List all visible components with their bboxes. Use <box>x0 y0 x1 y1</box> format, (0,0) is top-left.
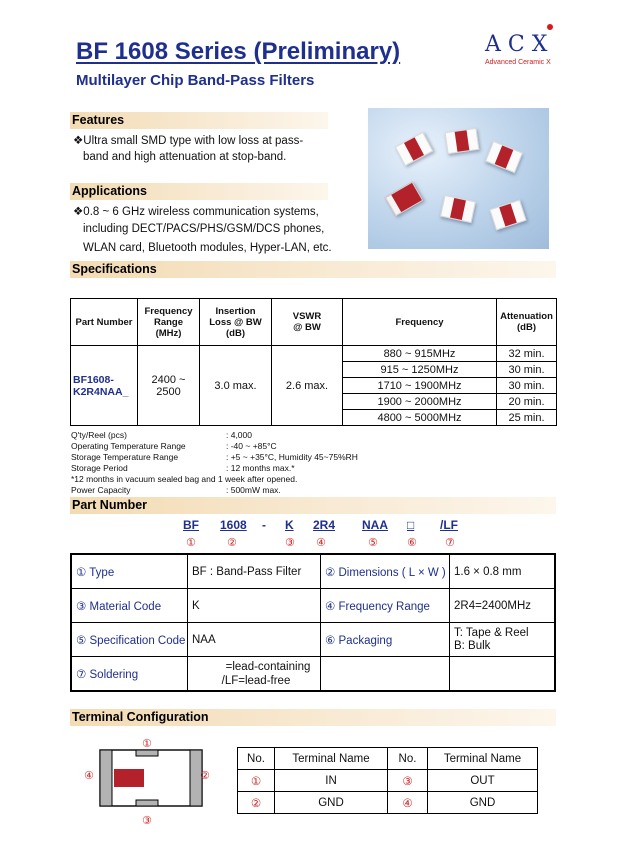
col-part-number: Part Number <box>71 299 138 346</box>
pn-code-dash: - <box>262 518 266 532</box>
col-frequency: Frequency <box>343 299 497 346</box>
pn-soldering-value: =lead-containing /LF=lead-free <box>188 657 321 692</box>
part-number-heading: Part Number <box>70 497 556 514</box>
applications-heading: Applications <box>70 183 328 200</box>
note-sp-value: : 12 months max.* <box>226 463 295 473</box>
pn-frequency-range-value: 2R4=2400MHz <box>450 589 556 623</box>
table-cell: ④ <box>388 792 428 814</box>
table-cell: GND <box>275 792 388 814</box>
pn-spec-code-label: ⑤ Specification Code <box>71 623 188 657</box>
pn-type-value: BF : Band-Pass Filter <box>188 554 321 589</box>
table-cell: IN <box>275 770 388 792</box>
table-cell: OUT <box>428 770 538 792</box>
table-cell: 880 ~ 915MHz <box>343 346 497 362</box>
features-heading: Features <box>70 112 328 129</box>
pn-frequency-range-label: ④ Frequency Range <box>321 589 450 623</box>
table-cell: 4800 ~ 5000MHz <box>343 410 497 426</box>
product-photo <box>368 108 549 249</box>
pn-marker-6: ⑥ <box>407 537 417 549</box>
table-cell: ① <box>238 770 275 792</box>
spec-frequency-range: 2400 ~ 2500 <box>138 346 200 426</box>
table-cell <box>450 657 556 692</box>
logo-text: ACX <box>485 32 555 57</box>
note-st-label: Storage Temperature Range <box>71 452 179 462</box>
pn-code-1608: 1608 <box>220 518 247 532</box>
note-op-value: : -40 ~ +85°C <box>226 441 277 451</box>
spec-vswr: 2.6 max. <box>272 346 343 426</box>
applications-line-1: ❖0.8 ~ 6 GHz wireless communication systems, <box>73 206 319 218</box>
col-frequency-range: Frequency Range (MHz) <box>138 299 200 346</box>
features-line-2: band and high attenuation at stop-band. <box>83 151 287 163</box>
note-pc-label: Power Capacity <box>71 485 131 495</box>
note-st-value: : +5 ~ +35°C, Humidity 45~75%RH <box>226 452 358 462</box>
logo-dot-icon <box>547 24 553 30</box>
page-subtitle: Multilayer Chip Band-Pass Filters <box>76 72 315 89</box>
table-cell: ② <box>238 792 275 814</box>
pn-material-label: ③ Material Code <box>71 589 188 623</box>
chip-image <box>395 132 434 166</box>
chip-image <box>445 128 480 154</box>
chip-marking <box>114 769 144 787</box>
col-attenuation: Attenuation (dB) <box>497 299 557 346</box>
pn-dimensions-value: 1.6 × 0.8 mm <box>450 554 556 589</box>
chip-image <box>489 200 526 231</box>
specifications-heading: Specifications <box>70 261 556 278</box>
pn-code-lf: /LF <box>440 518 458 532</box>
table-cell: 1710 ~ 1900MHz <box>343 378 497 394</box>
terminal-table <box>237 747 538 814</box>
table-cell: 20 min. <box>497 394 557 410</box>
pn-marker-1: ① <box>186 537 196 549</box>
note-footnote: *12 months in vacuum sealed bag and 1 week after opened. <box>71 474 298 484</box>
spec-part-number: BF1608- K2R4NAA_ <box>71 346 138 426</box>
term-header-no: No. <box>388 748 428 770</box>
pn-marker-5: ⑤ <box>368 537 378 549</box>
part-number-table <box>70 553 556 692</box>
spec-insertion-loss: 3.0 max. <box>200 346 272 426</box>
diagram-label-4: ④ <box>84 770 94 782</box>
features-line-1: ❖Ultra small SMD type with low loss at pass- <box>73 135 304 147</box>
logo-subtext: Advanced Ceramic X <box>485 59 551 66</box>
pn-code-2r4: 2R4 <box>313 518 336 532</box>
pn-code-k: K <box>285 518 294 532</box>
pn-code-bf: BF <box>183 518 199 532</box>
note-qty-label: Q'ty/Reel (pcs) <box>71 430 127 440</box>
pn-spec-code-value: NAA <box>188 623 321 657</box>
note-pc-value: : 500mW max. <box>226 485 281 495</box>
company-logo <box>485 30 565 70</box>
table-cell: 915 ~ 1250MHz <box>343 362 497 378</box>
terminal-heading: Terminal Configuration <box>70 709 556 726</box>
pn-marker-2: ② <box>227 537 237 549</box>
pn-material-value: K <box>188 589 321 623</box>
pn-code-naa: NAA <box>362 518 388 532</box>
note-sp-label: Storage Period <box>71 463 128 473</box>
chip-image <box>485 141 523 173</box>
table-cell <box>321 657 450 692</box>
diagram-label-3: ③ <box>142 815 152 827</box>
pn-marker-4: ④ <box>316 537 326 549</box>
term-header-no: No. <box>238 748 275 770</box>
diagram-label-1: ① <box>142 738 152 750</box>
pn-dimensions-label: ② Dimensions ( L × W ) <box>321 554 450 589</box>
applications-line-2: including DECT/PACS/PHS/GSM/DCS phones, <box>83 223 325 235</box>
table-cell: 32 min. <box>497 346 557 362</box>
pn-packaging-label: ⑥ Packaging <box>321 623 450 657</box>
applications-line-3: WLAN card, Bluetooth modules, Hyper-LAN, etc. <box>83 242 332 254</box>
diagram-label-2: ② <box>200 770 210 782</box>
note-qty-value: : 4,000 <box>226 430 252 440</box>
table-cell: ③ <box>388 770 428 792</box>
term-header-name: Terminal Name <box>275 748 388 770</box>
col-vswr: VSWR @ BW <box>272 299 343 346</box>
table-cell: 30 min. <box>497 378 557 394</box>
chip-image <box>385 181 424 216</box>
pn-packaging-value: T: Tape & Reel B: Bulk <box>450 623 556 657</box>
note-op-label: Operating Temperature Range <box>71 441 186 451</box>
table-cell: GND <box>428 792 538 814</box>
pn-code-box-icon: □ <box>407 518 415 532</box>
chip-image <box>440 195 476 223</box>
terminal-left-pad <box>100 750 112 806</box>
table-cell: 25 min. <box>497 410 557 426</box>
specifications-table <box>70 298 557 426</box>
pn-marker-3: ③ <box>285 537 295 549</box>
page-title: BF 1608 Series (Preliminary) <box>76 38 401 65</box>
terminal-top-pad <box>136 750 158 756</box>
table-cell: 30 min. <box>497 362 557 378</box>
col-insertion-loss: Insertion Loss @ BW (dB) <box>200 299 272 346</box>
table-cell: 1900 ~ 2000MHz <box>343 394 497 410</box>
pn-marker-7: ⑦ <box>445 537 455 549</box>
term-header-name: Terminal Name <box>428 748 538 770</box>
pn-type-label: ① Type <box>71 554 188 589</box>
terminal-bottom-pad <box>136 800 158 806</box>
pn-soldering-label: ⑦ Soldering <box>71 657 188 692</box>
